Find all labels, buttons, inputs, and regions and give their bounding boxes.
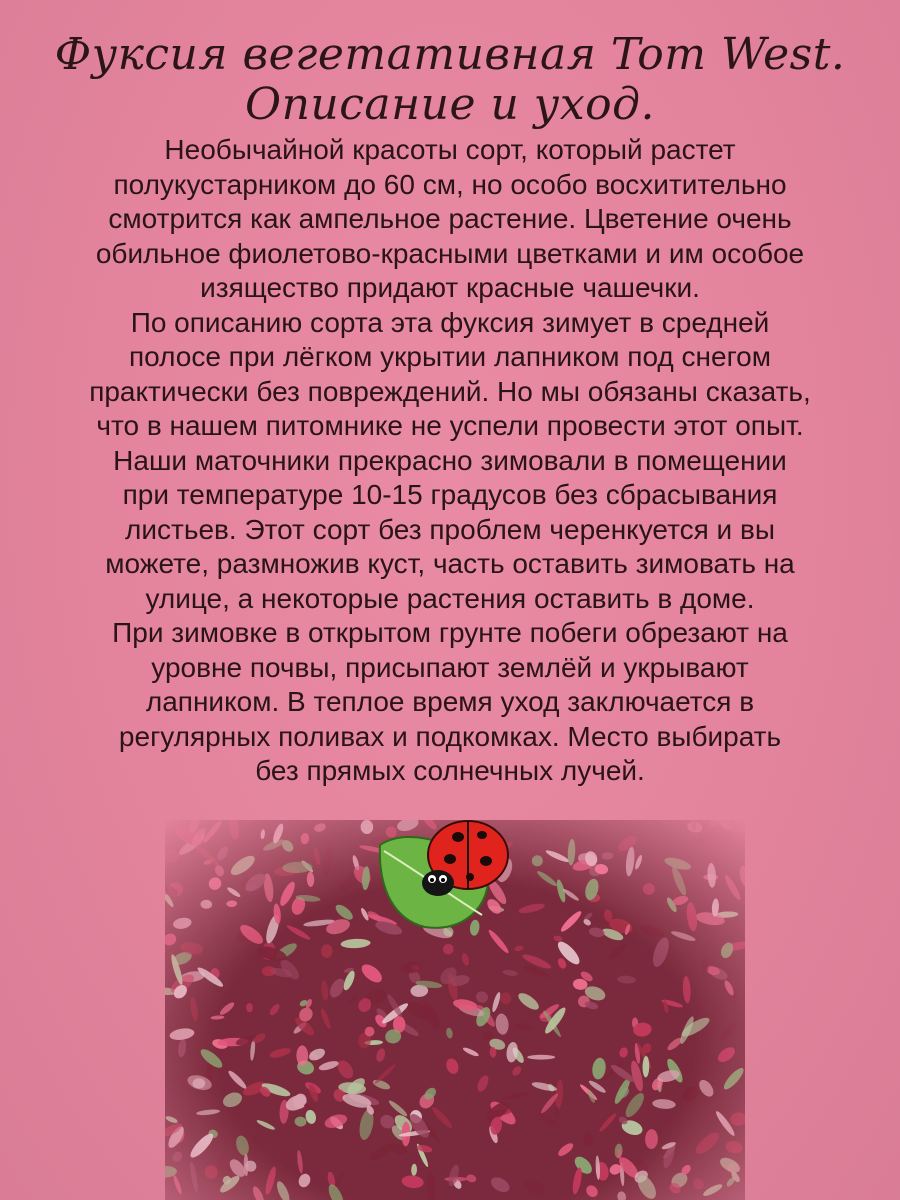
text-line: изящество придают красные чашечки. [200, 272, 700, 303]
text-line: можете, размножив куст, часть оставить зимовать на [105, 548, 795, 579]
title-line-2: Описание и уход. [245, 79, 655, 130]
ladybug-leaf-logo-icon [370, 815, 520, 935]
text-line: Необычайной красоты сорт, который растет [164, 134, 736, 165]
text-line: обильное фиолетово-красными цветками и им особое [95, 237, 805, 269]
text-line: лапником. В теплое время уход заключается в [145, 686, 755, 717]
text-line: при температуре 10-15 градусов без сбрасывания [122, 479, 778, 510]
text-line: без прямых солнечных лучей. [255, 755, 645, 786]
page-title [0, 30, 900, 130]
text-line: что в нашем питомнике не успели провести этот опыт. [96, 410, 804, 441]
text-line: практически без повреждений. Но мы обязаны сказать, [89, 375, 811, 407]
text-line: полосе при лёгком укрытии лапником под снегом [128, 341, 771, 372]
text-line: уровне почвы, присыпают землёй и укрывают [151, 651, 749, 683]
text-line: полукустарником до 60 см, но особо восхитительно [113, 168, 787, 200]
text-line: При зимовке в открытом грунте побеги обрезают на [112, 617, 788, 648]
text-line: улице, а некоторые растения оставить в доме. [145, 582, 755, 614]
text-line: Наши маточники прекрасно зимовали в помещении [113, 444, 787, 476]
text-line: смотрится как ампельное растение. Цветение очень [108, 203, 792, 234]
description-text [0, 133, 900, 789]
brand-logo [370, 815, 520, 935]
text-line: регулярных поливах и подкомках. Место выбирать [118, 720, 782, 752]
title-line-1: Фуксия вегетативная Tom West. [54, 29, 846, 80]
text-line: листьев. Этот сорт без проблем черенкуется и вы [125, 513, 775, 545]
text-line: По описанию сорта эта фуксия зимует в средней [130, 306, 770, 338]
